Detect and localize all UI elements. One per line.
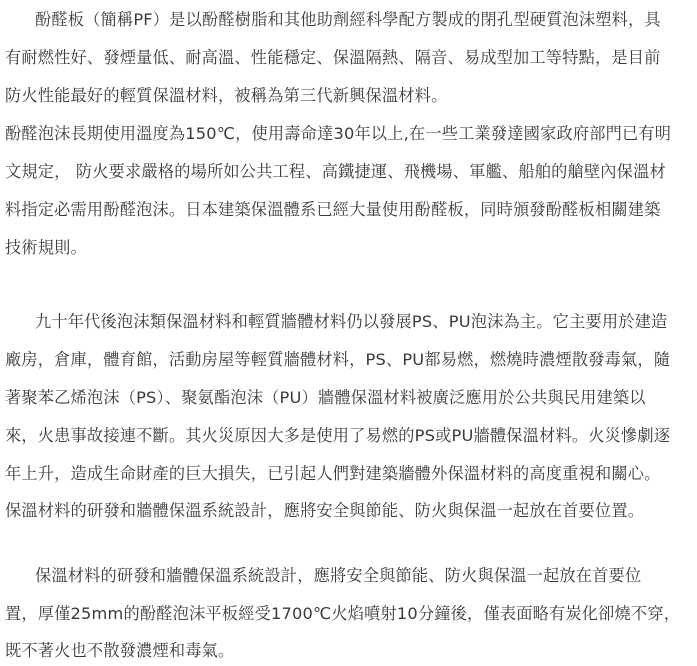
p2-line2: 文規定， 防火要求嚴格的場所如公共工程、高鐵捷運、飛機場、軍艦、船舶的艙壁內保溫材 xyxy=(5,162,666,181)
p3-line6: 保溫材料的研發和牆體保溫系統設計，應將安全與節能、防火與保溫一起放在首要位置。 xyxy=(5,501,645,520)
p3-line1: 九十年代後泡沫類保溫材料和輕質牆體材料仍以發展PS、PU泡沫為主。它主要用於建造 xyxy=(35,312,668,331)
p1-line1: 酚醛板（簡稱PF）是以酚醛樹脂和其他助劑經科學配方製成的閉孔型硬質泡沫塑料，具 xyxy=(35,10,661,29)
p4-line1: 保溫材料的研發和牆體保溫系統設計，應將安全與節能、防火與保溫一起放在首要位 xyxy=(35,566,642,585)
p1-line2: 有耐燃性好、發煙量低、耐高溫、性能穩定、保溫隔熱、隔音、易成型加工等特點，是目前 xyxy=(5,48,661,67)
p3-line4: 來，火患事故接連不斷。其火災原因大多是使用了易燃的PS或PU牆體保溫材料。火災慘劇逐 xyxy=(5,426,671,445)
p2-line1: 酚醛泡沫長期使用溫度為150℃，使用壽命達30年以上,在一些工業發達國家政府部門已有明 xyxy=(5,124,672,143)
p3-line3: 著聚苯乙烯泡沫（PS）、聚氨酯泡沫（PU）牆體保溫材料被廣泛應用於公共與民用建築以 xyxy=(5,388,646,407)
p2-line4: 技術規則。 xyxy=(5,238,87,257)
p4-line2: 置，厚僅25mm的酚醛泡沫平板經受1700℃火焰噴射10分鐘後，僅表面略有炭化卻燒不穿， xyxy=(5,604,681,623)
p1-line3: 防火性能最好的輕質保溫材料，被稱為第三代新興保溫材料。 xyxy=(5,86,448,105)
p3-line5: 年上升，造成生命財產的巨大損失，已引起人們對建築牆體外保溫材料的高度重視和關心。 xyxy=(5,464,661,483)
p4-line3: 既不著火也不散發濃煙和毒氣。 xyxy=(5,641,235,660)
p3-line2: 廠房，倉庫，體育館，活動房屋等輕質牆體材料，PS、PU都易燃，燃燒時濃煙散發毒氣，隨 xyxy=(5,350,671,369)
p2-line3: 料指定必需用酚醛泡沫。日本建築保溫體系已經大量使用酚醛板，同時頒發酚醛板相關建築 xyxy=(5,200,661,219)
